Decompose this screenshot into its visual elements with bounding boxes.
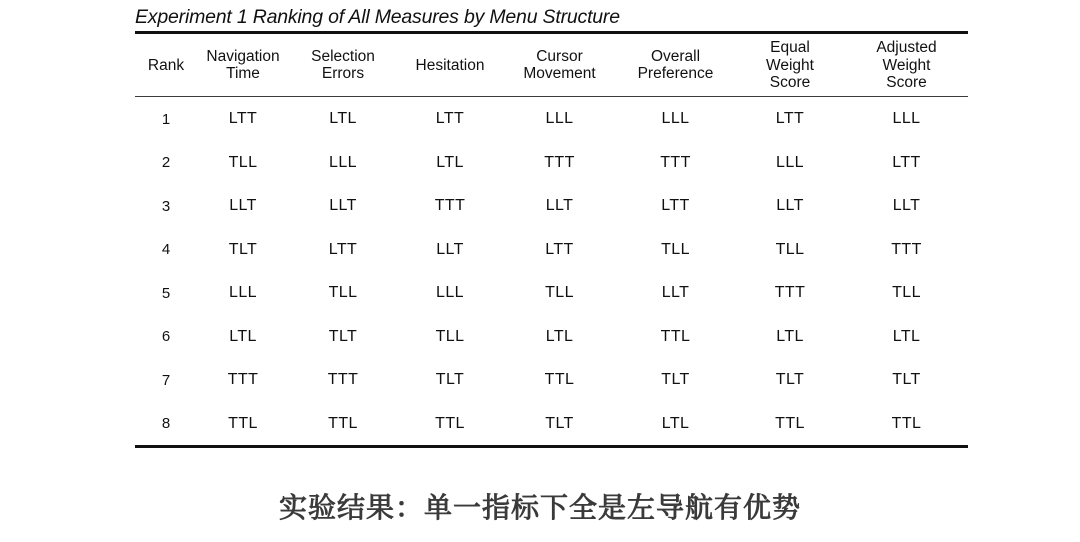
header-line: Time xyxy=(226,65,260,83)
cell-rank: 6 xyxy=(161,328,171,346)
header-row xyxy=(135,34,968,96)
cell-cursor-movement: LLL xyxy=(545,110,574,128)
cell-adjusted-weight-score: LTT xyxy=(892,153,921,171)
cell-cursor-movement: LTL xyxy=(545,327,574,345)
cell-cursor-movement: TLL xyxy=(545,284,574,302)
table-row xyxy=(135,141,968,185)
cell-overall-preference: LTL xyxy=(661,414,690,432)
cell-adjusted-weight-score: LTL xyxy=(892,327,921,345)
cell-rank: 2 xyxy=(161,154,171,172)
cell-hesitation: LLL xyxy=(436,284,464,302)
cell-rank: 5 xyxy=(161,284,171,302)
column-header-overall-preference xyxy=(616,34,735,96)
table-header xyxy=(135,34,968,96)
cell-selection-errors: LTT xyxy=(328,240,358,258)
ranking-table xyxy=(135,34,968,96)
table-row xyxy=(135,97,968,141)
cell-navigation-time: LLL xyxy=(229,284,257,302)
cell-navigation-time: LTL xyxy=(229,327,257,345)
cell-equal-weight-score: TLT xyxy=(775,371,805,389)
cell-hesitation: LTL xyxy=(436,153,464,171)
cell-overall-preference: TLL xyxy=(661,240,690,258)
header-line: Rank xyxy=(147,56,185,74)
ranking-figure xyxy=(135,6,968,448)
table-title: Experiment 1 Ranking of All Measures by Menu Structure xyxy=(135,6,620,28)
cell-navigation-time: TTL xyxy=(228,414,258,432)
table-row xyxy=(135,228,968,272)
cell-selection-errors: TLL xyxy=(328,284,358,302)
table-row xyxy=(135,402,968,446)
cell-adjusted-weight-score: TTL xyxy=(891,414,922,432)
cell-rank: 4 xyxy=(161,241,171,259)
table-row xyxy=(135,184,968,228)
column-header-hesitation xyxy=(397,34,503,96)
header-line: Cursor xyxy=(536,48,583,66)
cell-hesitation: TLL xyxy=(435,327,465,345)
cell-cursor-movement: TLT xyxy=(545,414,574,432)
cell-overall-preference: TTT xyxy=(660,153,691,171)
ranking-table-body xyxy=(135,97,968,445)
cell-adjusted-weight-score: TLL xyxy=(892,284,921,302)
cell-overall-preference: LLL xyxy=(661,110,690,128)
cell-selection-errors: LLT xyxy=(329,197,357,215)
column-header-navigation-time xyxy=(197,34,289,96)
cell-overall-preference: TTL xyxy=(660,327,691,345)
cell-hesitation: LLT xyxy=(436,240,464,258)
cell-rank: 7 xyxy=(161,371,171,389)
cell-navigation-time: TTT xyxy=(227,371,259,389)
figure-caption: 实验结果：单一指标下全是左导航有优势 xyxy=(278,492,801,523)
cell-hesitation: TTT xyxy=(434,197,466,215)
cell-equal-weight-score: LTT xyxy=(775,110,805,128)
header-line: Selection xyxy=(311,48,375,66)
cell-hesitation: LTT xyxy=(435,110,465,128)
header-line: Preference xyxy=(637,65,714,83)
cell-adjusted-weight-score: LLL xyxy=(892,110,921,128)
cell-adjusted-weight-score: TLT xyxy=(892,371,921,389)
cell-selection-errors: TTT xyxy=(327,371,359,389)
header-line: Equal xyxy=(770,39,810,57)
header-line: Overall xyxy=(650,48,701,66)
cell-cursor-movement: TTT xyxy=(544,153,575,171)
cell-hesitation: TLT xyxy=(435,371,465,389)
header-line: Errors xyxy=(321,65,365,83)
cell-navigation-time: LLT xyxy=(229,197,257,215)
cell-selection-errors: TTL xyxy=(328,414,358,432)
header-line: Weight xyxy=(882,56,931,74)
cell-overall-preference: LLT xyxy=(661,284,690,302)
cell-equal-weight-score: TTT xyxy=(774,284,806,302)
cell-equal-weight-score: LLL xyxy=(776,153,804,171)
cell-navigation-time: LTT xyxy=(228,110,258,128)
cell-rank: 3 xyxy=(161,197,171,215)
cell-equal-weight-score: TTL xyxy=(775,414,805,432)
cell-equal-weight-score: TLL xyxy=(775,240,805,258)
header-line: Navigation xyxy=(206,48,280,66)
cell-selection-errors: LTL xyxy=(329,110,357,128)
header-line: Score xyxy=(769,74,811,92)
cell-equal-weight-score: LLT xyxy=(776,197,804,215)
cell-rank: 1 xyxy=(161,110,171,128)
cell-hesitation: TTL xyxy=(435,414,465,432)
cell-overall-preference: TLT xyxy=(661,371,690,389)
cell-selection-errors: LLL xyxy=(329,153,357,171)
cell-navigation-time: TLL xyxy=(228,153,258,171)
table-row xyxy=(135,271,968,315)
column-header-adjusted-weight-score xyxy=(845,34,968,96)
table-row xyxy=(135,358,968,402)
cell-adjusted-weight-score: LLT xyxy=(892,197,921,215)
column-header-selection-errors xyxy=(289,34,397,96)
cell-overall-preference: LTT xyxy=(661,197,690,215)
cell-rank: 8 xyxy=(161,415,171,433)
column-header-cursor-movement xyxy=(503,34,616,96)
cell-selection-errors: TLT xyxy=(328,327,358,345)
cell-adjusted-weight-score: TTT xyxy=(891,240,922,258)
header-line: Movement xyxy=(523,65,596,83)
header-line: Adjusted xyxy=(876,39,937,57)
header-line: Hesitation xyxy=(415,56,485,74)
cell-cursor-movement: TTL xyxy=(544,371,575,389)
cell-navigation-time: TLT xyxy=(228,240,258,258)
table-body xyxy=(135,97,968,445)
cell-cursor-movement: LTT xyxy=(545,240,574,258)
column-header-equal-weight-score xyxy=(735,34,845,96)
table-rule-bottom xyxy=(135,445,968,448)
header-line: Score xyxy=(886,74,927,92)
table-row xyxy=(135,315,968,359)
header-line: Weight xyxy=(766,56,814,74)
cell-equal-weight-score: LTL xyxy=(776,327,804,345)
column-header-rank xyxy=(135,34,197,96)
cell-cursor-movement: LLT xyxy=(545,197,574,215)
